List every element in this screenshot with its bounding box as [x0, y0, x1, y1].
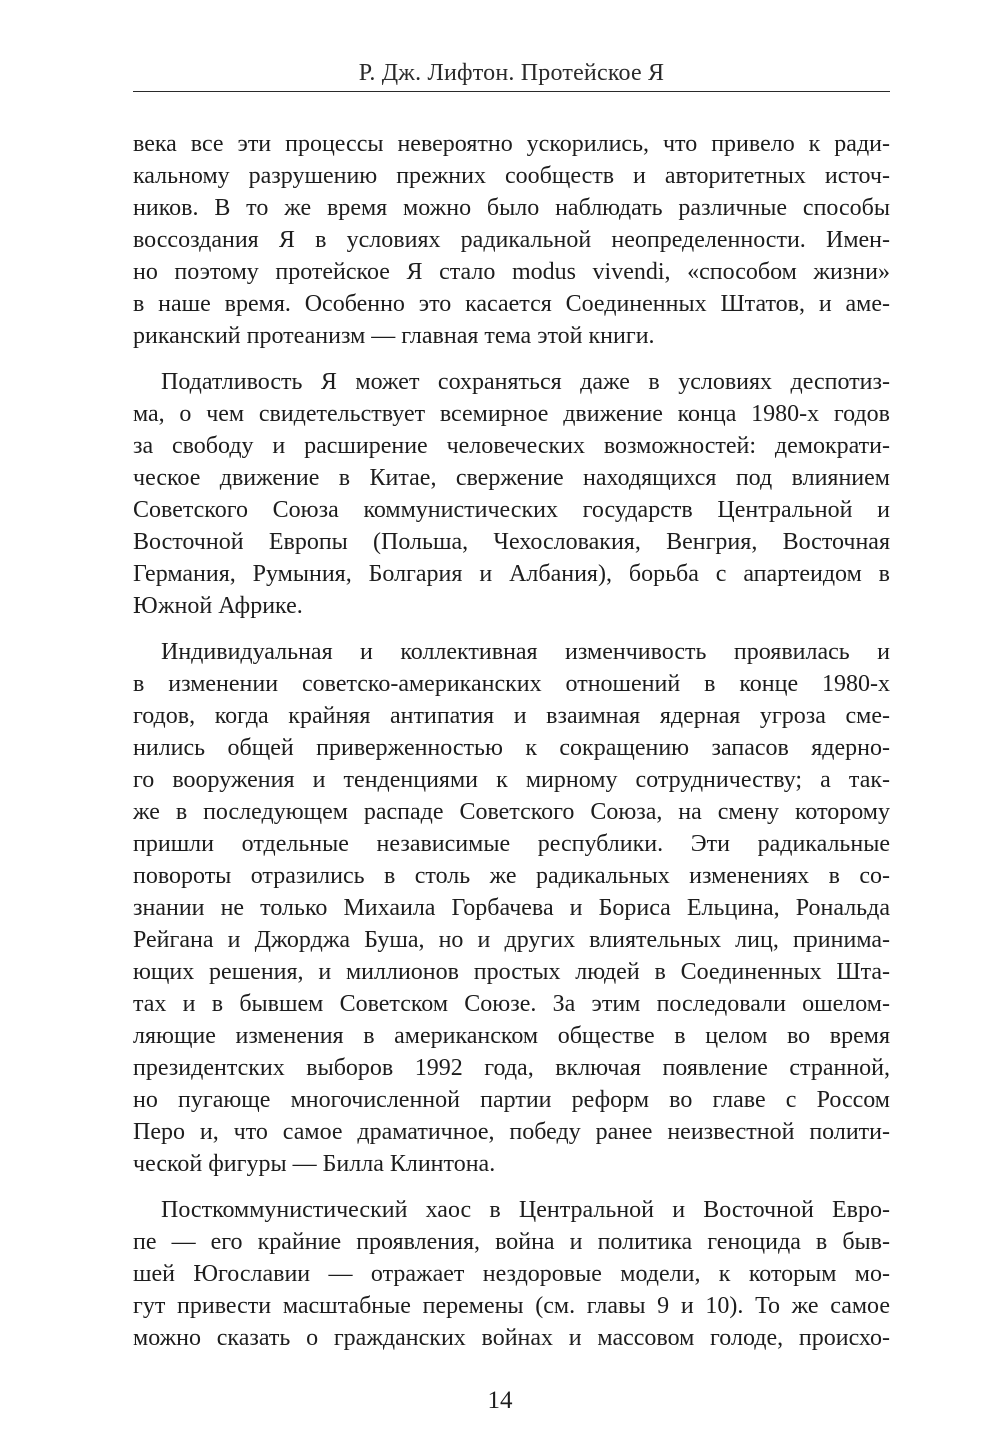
- text-line: можно сказать о гражданских войнах и массовом голоде, происхо-: [133, 1325, 890, 1351]
- text-line: ющих решения, и миллионов простых людей в Соединенных Шта-: [133, 959, 890, 985]
- text-line: президентских выборов 1992 года, включая появление странной,: [133, 1055, 890, 1081]
- text-line: знании не только Михаила Горбачева и Бориса Ельцина, Рональда: [133, 895, 890, 921]
- text-line: пришли отдельные независимые республики. Эти радикальные: [133, 831, 890, 857]
- text-line: пе — его крайние проявления, война и политика геноцида в быв-: [133, 1229, 890, 1255]
- text-line: Посткоммунистический хаос в Центральной и Восточной Евро-: [161, 1197, 890, 1223]
- text-line: ческое движение в Китае, свержение находящихся под влиянием: [133, 465, 890, 491]
- text-line: ников. В то же время можно было наблюдать различные способы: [133, 195, 890, 221]
- text-line: го вооружения и тенденциями к мирному сотрудничеству; а так-: [133, 767, 890, 793]
- text-line: ческой фигуры — Билла Клинтона.: [133, 1151, 496, 1177]
- text-line: риканский протеанизм — главная тема этой книги.: [133, 323, 655, 349]
- text-line: Германия, Румыния, Болгария и Албания), борьба с апартеидом в: [133, 561, 890, 587]
- running-header: Р. Дж. Лифтон. Протейское Я: [358, 60, 665, 86]
- paragraph: [133, 366, 890, 622]
- text-body: [133, 128, 890, 1368]
- text-line: Восточной Европы (Польша, Чехословакия, Венгрия, Восточная: [133, 529, 890, 555]
- text-line: за свободу и расширение человеческих возможностей: демократи-: [133, 433, 890, 459]
- text-line: Перо и, что самое драматичное, победу ранее неизвестной полити-: [133, 1119, 890, 1145]
- text-line: Индивидуальная и коллективная изменчивость проявилась и: [161, 639, 890, 665]
- text-line: ляющие изменения в американском обществе в целом во время: [133, 1023, 890, 1049]
- text-line: кальному разрушению прежних сообществ и авторитетных источ-: [133, 163, 890, 189]
- text-line: нились общей приверженностью к сокращению запасов ядерно-: [133, 735, 890, 761]
- paragraph: [133, 636, 890, 1180]
- text-line: годов, когда крайняя антипатия и взаимная ядерная угроза сме-: [133, 703, 890, 729]
- text-line: Южной Африке.: [133, 593, 303, 619]
- text-line: ма, о чем свидетельствует всемирное движение конца 1980-х годов: [133, 401, 890, 427]
- text-line: воссоздания Я в условиях радикальной неопределенности. Имен-: [133, 227, 890, 253]
- text-line: в наше время. Особенно это касается Соединенных Штатов, и аме-: [133, 291, 890, 317]
- text-line: же в последующем распаде Советского Союза, на смену которому: [133, 799, 890, 825]
- text-line: повороты отразились в столь же радикальных изменениях в со-: [133, 863, 890, 889]
- paragraph: [133, 1194, 890, 1354]
- text-line: Советского Союза коммунистических государств Центральной и: [133, 497, 890, 523]
- text-line: века все эти процессы невероятно ускорились, что привело к ради-: [133, 131, 890, 157]
- text-line: Рейгана и Джорджа Буша, но и других влиятельных лиц, принима-: [133, 927, 890, 953]
- text-line: гут привести масштабные перемены (см. главы 9 и 10). То же самое: [133, 1293, 890, 1319]
- header-rule: [133, 91, 890, 92]
- paragraph: [133, 128, 890, 352]
- text-line: Податливость Я может сохраняться даже в условиях деспотиз-: [161, 369, 890, 395]
- text-line: в изменении советско-американских отношений в конце 1980-х: [133, 671, 890, 697]
- text-line: но пугающе многочисленной партии реформ во главе с Россом: [133, 1087, 890, 1113]
- text-line: тах и в бывшем Советском Союзе. За этим последовали ошелом-: [133, 991, 890, 1017]
- text-line: но поэтому протейское Я стало modus vivendi, «способом жизни»: [133, 259, 890, 285]
- text-line: шей Югославии — отражает нездоровые модели, к которым мо-: [133, 1261, 890, 1287]
- page-number: 14: [487, 1387, 513, 1414]
